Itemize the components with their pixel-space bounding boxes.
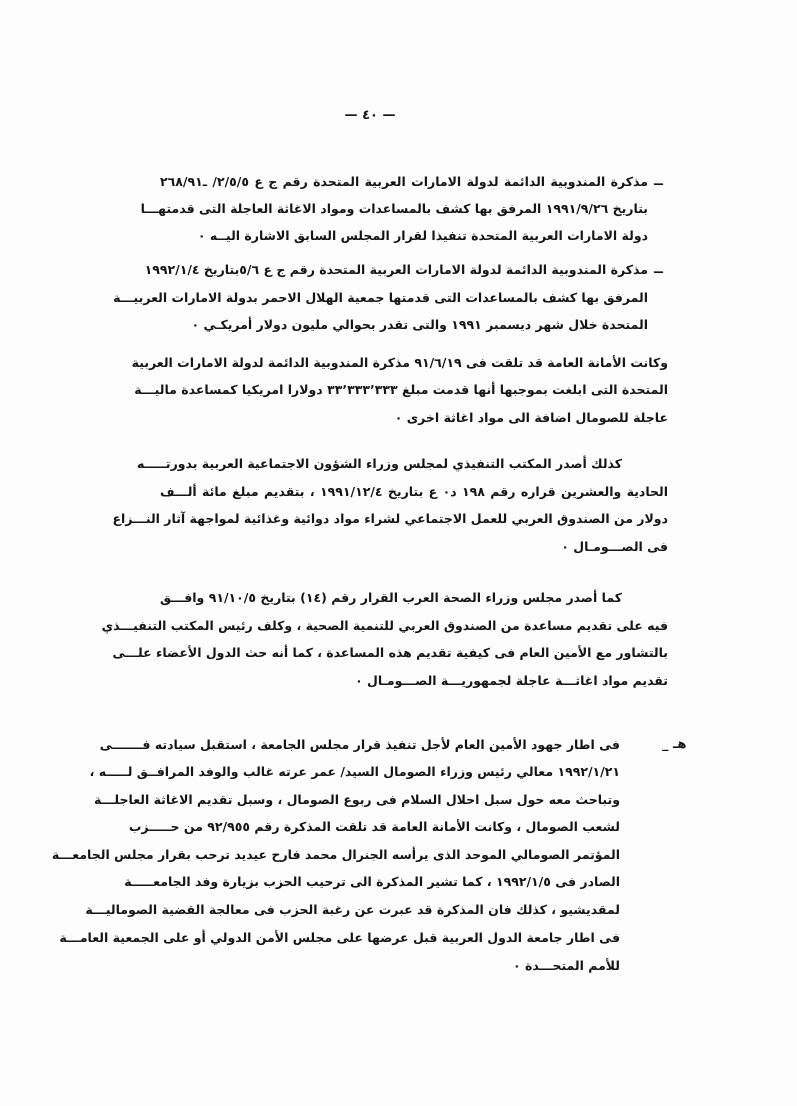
bullet-dash: ــ <box>654 262 663 277</box>
section-h-line-3: وتباحث معه حول سبل احلال السلام فى ربوع الصومال ، وسبل تقديم الاغاثة العاجلـــة <box>94 792 620 807</box>
paragraph-3-line-1: كما أصدر مجلس وزراء الصحة العرب القرار رقم (١٤) بتاريخ ٩١/١٠/٥ وافـــق <box>160 590 622 605</box>
paragraph-2-line-1: كذلك أصدر المكتب التنفيذي لمجلس وزراء الشؤون الاجتماعية العربية بدورتـــــه <box>136 456 622 471</box>
paragraph-2-line-3: دولار من الصندوق العربي للعمل الاجتماعي لشراء مواد دوائية وغذائية لمواجهة آثار النـــزاع <box>112 511 668 526</box>
section-h-line-9: للأمم المتحـــدة ٠ <box>513 958 620 973</box>
item-2-line-2: المرفق بها كشف بالمساعدات التى قدمتها جمعية الهلال الاحمر بدولة الامارات العربيـــة <box>113 290 648 305</box>
paragraph-1-line-3: عاجلة للصومال اضافة الى مواد اغاثة اخرى ٠ <box>394 410 668 425</box>
item-1-line-2: بتاريخ ١٩٩١/٩/٢٦ المرفق بها كشف بالمساعدات ومواد الاغاثة العاجلة التى قدمتهـــا <box>140 201 648 216</box>
paragraph-3-line-2: فيه على تقديم مساعدة من الصندوق العربي للتنمية الصحية ، وكلف رئيس المكتب التنفيـــذي <box>101 618 668 633</box>
item-1-line-3: دولة الامارات العربية المتحدة تنفيذا لقرار المجلس السابق الاشارة اليــه ٠ <box>197 228 648 243</box>
paragraph-2-line-2: الحادية والعشرين قراره رقم ١٩٨ د٠ ع بتاريخ ١٩٩١/١٢/٤ ، بتقديم مبلغ مائة ألـــف <box>160 484 669 499</box>
section-h-line-5: المؤتمر الصومالي الموحد الذى يرأسه الجنرال محمد فارح عيديد ترحب بقرار مجلس الجامعـــة <box>51 847 620 862</box>
paragraph-1-line-1: وكانت الأمانة العامة قد تلقت فى ٩١/٦/١٩ مذكرة المندوبية الدائمة لدولة الامارات العربية <box>131 355 668 370</box>
item-1-line-1: مذكرة المندوبية الدائمة لدولة الامارات العربية المتحدة رقم ج ع ٢/٥/٥/ ـ٢٦٨/٩١ <box>160 174 648 189</box>
section-h-line-6: الصادر فى ١٩٩٢/١/٥ ، كما تشير المذكرة الى ترحيب الحزب بزيارة وفد الجامعـــــة <box>124 874 620 889</box>
section-h-line-2: ١٩٩٢/١/٢١ معالي رئيس وزراء الصومال السيد/ عمر عرته غالب والوفد المرافــق لـــــه ، <box>89 764 620 779</box>
page-number: — ٤٠ — <box>344 108 396 123</box>
section-marker: هـ _ <box>662 737 687 752</box>
section-h-line-1: فى اطار جهود الأمين العام لأجل تنفيذ قرار مجلس الجامعة ، استقبل سيادته فـــــــى <box>99 737 620 752</box>
paragraph-2-line-4: فى الصـــومـال ٠ <box>561 539 668 554</box>
section-h-line-7: لمقديشيو ، كذلك فان المذكرة قد عبرت عن رغبة الحزب فى معالجة القضية الصوماليـــة <box>85 902 620 917</box>
paragraph-3-line-3: بالتشاور مع الأمين العام فى كيفية تقديم هذه المساعدة ، كما أنه حث الدول الأعضاء علـــى <box>112 645 668 660</box>
item-2-line-3: المتحدة خلال شهر ديسمبر ١٩٩١ والتى تقدر بحوالي مليون دولار أمريكـي ٠ <box>191 317 648 332</box>
paragraph-3-line-4: تقديم مواد اغاثـــة عاجلة لجمهوريـــة الصـــومـال ٠ <box>355 673 668 688</box>
section-h-line-4: لشعب الصومال ، وكانت الأمانة العامة قد تلقت المذكرة رقم ٩٢/٩٥٥ من حـــــزب <box>128 819 620 834</box>
item-2-line-1: مذكرة المندوبية الدائمة لدولة الامارات العربية المتحدة رقم ج ع ٥/٦بتاريخ ١٩٩٢/١/٤ <box>144 262 648 277</box>
bullet-dash: ــ <box>654 174 663 189</box>
section-h-line-8: فى اطار جامعة الدول العربية قبل عرضها على مجلس الأمن الدولي أو على الجمعية العامـــة <box>59 930 620 945</box>
paragraph-1-line-2: المتحدة التى ابلغت بموجبها أنها قدمت مبلغ ٣٣٬٣٣٣٬٣٣٣ دولارا امريكيا كمساعدة ماليـــة <box>134 382 668 397</box>
